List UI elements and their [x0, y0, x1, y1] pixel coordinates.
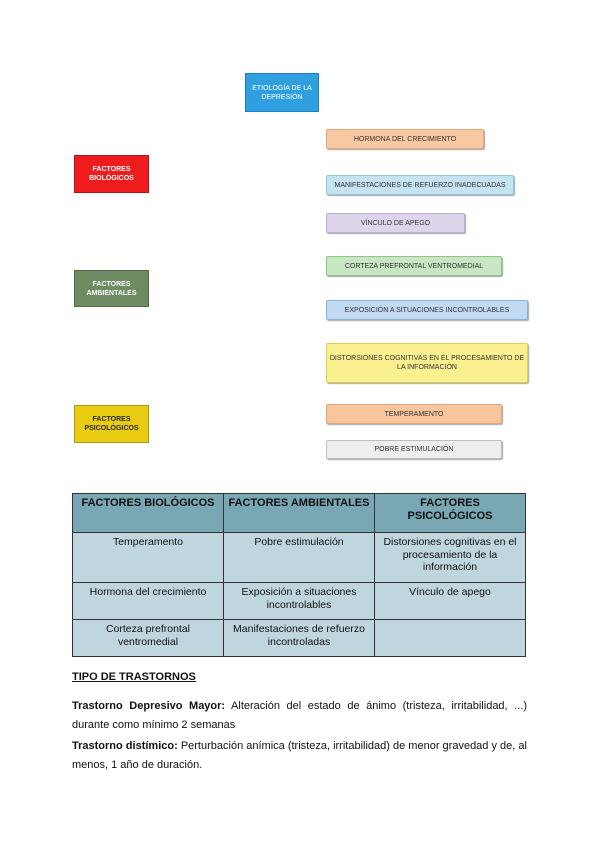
- item-manifestaciones-refuerzo: MANIFESTACIONES DE REFUERZO INADECUADAS: [326, 175, 514, 195]
- item-exposicion-situaciones: EXPOSICIÓN A SITUACIONES INCONTROLABLES: [326, 300, 528, 320]
- category-factores-psicologicos: FACTORES PSICOLÓGICOS: [74, 405, 149, 443]
- disorder-paragraph: [72, 737, 527, 775]
- table-header: FACTORES PSICOLÓGICOS: [375, 494, 526, 533]
- table-row: [73, 533, 526, 583]
- section-title: TIPO DE TRASTORNOS: [72, 671, 196, 683]
- item-distorsiones-cognitivas: DISTORSIONES COGNITIVAS EN EL PROCESAMIENTO DE LA INFORMACIÓN: [326, 343, 528, 383]
- table-cell: Manifestaciones de refuerzo incontroladas: [224, 620, 375, 657]
- table-cell: Vínculo de apego: [375, 583, 526, 620]
- table-header: FACTORES AMBIENTALES: [224, 494, 375, 533]
- table-cell: Distorsiones cognitivas en el procesamiento de la información: [375, 533, 526, 583]
- item-corteza-prefrontal: CORTEZA PREFRONTAL VENTROMEDIAL: [326, 256, 502, 276]
- table-cell: Pobre estimulación: [224, 533, 375, 583]
- table-cell: [375, 620, 526, 657]
- table-cell: Hormona del crecimiento: [73, 583, 224, 620]
- category-factores-ambientales: FACTORES AMBIENTALES: [74, 270, 149, 307]
- table-row: [73, 583, 526, 620]
- disorder-description: Alteración del estado de ánimo (tristeza, irritabilidad, ...) durante como mínimo 2 semanas: [72, 700, 527, 731]
- diagram-title: ETIOLOGÍA DE LA DEPRESIÓN: [245, 73, 319, 112]
- category-factores-biologicos: FACTORES BIOLÓGICOS: [74, 155, 149, 193]
- table-cell: Corteza prefrontal ventromedial: [73, 620, 224, 657]
- item-pobre-estimulacion: POBRE ESTIMULACIÓN: [326, 440, 502, 459]
- table-header: FACTORES BIOLÓGICOS: [73, 494, 224, 533]
- disorder-description: Perturbación anímica (tristeza, irritabilidad) de menor gravedad y de, al menos, 1 año de duración.: [72, 740, 527, 771]
- table-header-row: [73, 494, 526, 533]
- table-cell: Exposición a situaciones incontrolables: [224, 583, 375, 620]
- table-row: [73, 620, 526, 657]
- disorder-term: Trastorno Depresivo Mayor:: [72, 700, 226, 712]
- item-temperamento: TEMPERAMENTO: [326, 404, 502, 424]
- disorder-paragraph: [72, 697, 527, 735]
- factors-table: [72, 493, 526, 657]
- item-hormona-crecimiento: HORMONA DEL CRECIMIENTO: [326, 129, 484, 149]
- item-vinculo-apego: VÍNCULO DE APEGO: [326, 213, 465, 233]
- disorder-term: Trastorno distímico:: [72, 740, 178, 752]
- table-cell: Temperamento: [73, 533, 224, 583]
